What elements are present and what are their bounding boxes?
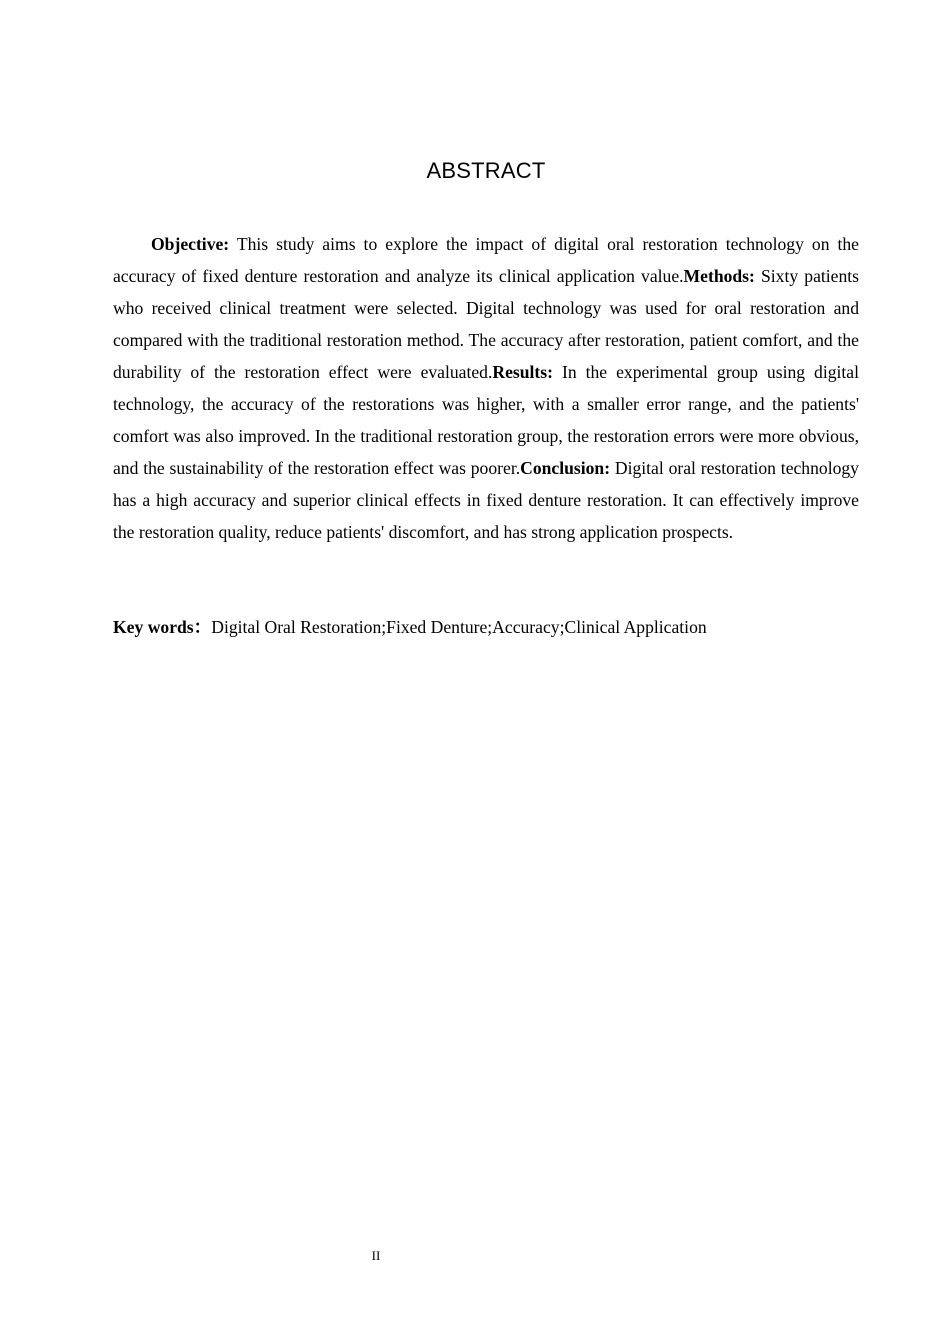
results-label: Results: <box>492 362 553 382</box>
methods-text: Sixty patients who received clinical treatment were selected. Digital technology was used for oral restoration and compared with the traditional restoration method. The accuracy after restoration, patient comfort, and the durability of the restoration effect were evaluated. <box>113 266 859 382</box>
page-title: ABSTRACT <box>426 158 546 183</box>
conclusion-text: Digital oral restoration technology has a high accuracy and superior clinical effects in fixed denture restoration. It can effectively improve the restoration quality, reduce patients' discomfort, and has strong application prospects. <box>113 458 859 542</box>
keywords-line <box>113 611 859 643</box>
results-text: In the experimental group using digital technology, the accuracy of the restorations was higher, with a smaller error range, and the patients' comfort was also improved. In the traditional restoration group, the restoration errors were more obvious, and the sustainability of the restoration effect was poorer. <box>113 362 859 478</box>
objective-text: This study aims to explore the impact of digital oral restoration technology on the accuracy of fixed denture restoration and analyze its clinical application value. <box>113 234 859 286</box>
objective-label: Objective: <box>151 234 230 254</box>
methods-label: Methods: <box>683 266 755 286</box>
keywords-text: Digital Oral Restoration;Fixed Denture;Accuracy;Clinical Application <box>211 617 707 637</box>
page-number: II <box>371 1248 381 1263</box>
keywords-label: Key words： <box>113 617 212 637</box>
abstract-paragraph <box>113 228 859 548</box>
conclusion-label: Conclusion: <box>520 458 611 478</box>
